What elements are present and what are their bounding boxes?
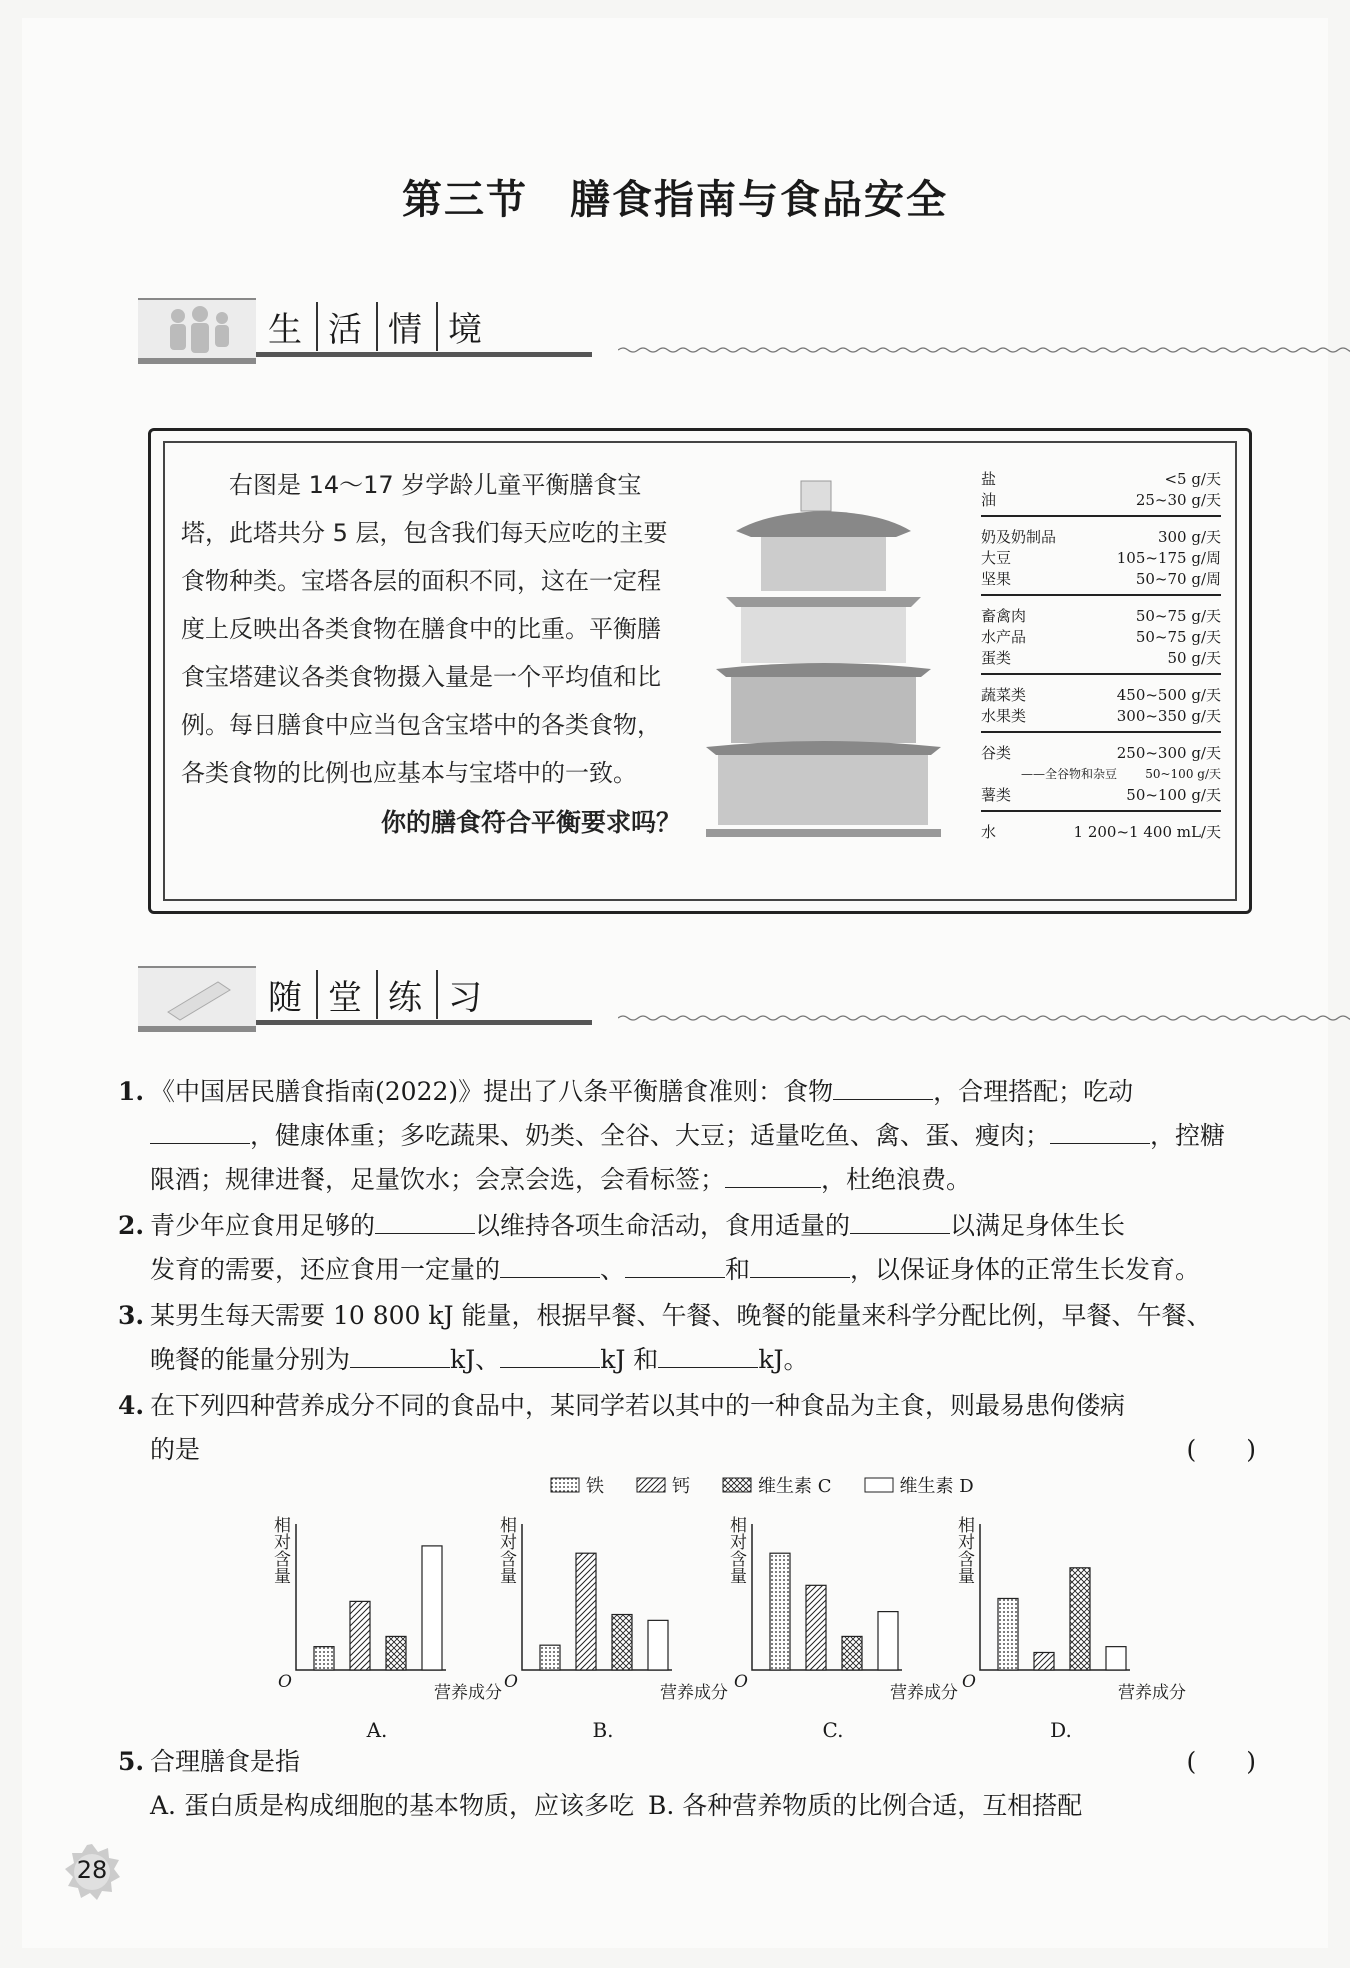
answer-blank[interactable] bbox=[1050, 1117, 1150, 1144]
page-title: 第三节 膳食指南与食品安全 bbox=[402, 176, 948, 223]
question-text: 合理膳食是指 bbox=[150, 1747, 301, 1776]
question-text: 、 bbox=[600, 1255, 626, 1284]
pyramid-row bbox=[981, 490, 1221, 511]
chart-bar bbox=[314, 1647, 334, 1670]
chart-bar bbox=[540, 1645, 560, 1670]
people-icon bbox=[138, 298, 256, 358]
legend-label: 维生素 D bbox=[899, 1476, 974, 1497]
question-text: 和 bbox=[725, 1255, 751, 1284]
answer-parentheses[interactable]: ( ) bbox=[1186, 1435, 1256, 1464]
question-number: 5. bbox=[118, 1747, 145, 1776]
question-text: 某男生每天需要 10 800 kJ 能量，根据早餐、午餐、晚餐的能量来科学分配比例，早餐、午餐、 bbox=[150, 1301, 1212, 1330]
section-char: 堂 bbox=[318, 970, 378, 1019]
legend-item-vitamin-d bbox=[864, 1472, 974, 1498]
chart-bar bbox=[770, 1553, 790, 1670]
question-1 bbox=[118, 1070, 1260, 1202]
pyramid-row bbox=[981, 785, 1221, 806]
question-text: 限酒；规律进餐，足量饮水；会烹会选，会看标签； bbox=[150, 1165, 726, 1194]
chart-legend bbox=[550, 1472, 974, 1498]
question-text: 《中国居民膳食指南(2022)》提出了八条平衡膳食准则：食物 bbox=[150, 1077, 834, 1106]
question-5 bbox=[118, 1740, 1260, 1828]
question-number: 1. bbox=[118, 1077, 145, 1106]
answer-blank[interactable] bbox=[658, 1341, 758, 1368]
chart-origin: O bbox=[278, 1672, 292, 1692]
legend-label: 钙 bbox=[672, 1476, 690, 1497]
chart-origin: O bbox=[734, 1672, 748, 1692]
question-text: 青少年应食用足够的 bbox=[150, 1211, 376, 1240]
pyramid-row bbox=[981, 685, 1221, 706]
question-text: ，以保证身体的正常生长发育。 bbox=[850, 1255, 1201, 1284]
food-name: 油 bbox=[981, 491, 997, 509]
legend-item-iron bbox=[550, 1472, 604, 1498]
question-text: ，杜绝浪费。 bbox=[821, 1165, 972, 1194]
food-pyramid-image bbox=[706, 471, 941, 841]
question-text: 以维持各项生命活动，食用适量的 bbox=[475, 1211, 851, 1240]
pyramid-row bbox=[981, 627, 1221, 648]
chart-origin: O bbox=[504, 1672, 518, 1692]
chart-bar bbox=[422, 1546, 442, 1670]
food-amount: 105~175 g/周 bbox=[1116, 549, 1221, 567]
question-3 bbox=[118, 1294, 1260, 1382]
pyramid-amount-table bbox=[981, 467, 1221, 855]
pyramid-group bbox=[981, 741, 1221, 812]
chart-a bbox=[262, 1510, 502, 1742]
food-name: 谷类 bbox=[981, 744, 1012, 762]
chart-x-label: 营养成分 bbox=[1118, 1683, 1186, 1703]
chart-bar bbox=[1106, 1647, 1126, 1670]
food-amount: <5 g/天 bbox=[1164, 470, 1221, 488]
food-name: 水产品 bbox=[981, 628, 1027, 646]
pyramid-row bbox=[981, 569, 1221, 590]
chart-y-label: 相对含量 bbox=[954, 1516, 974, 1584]
food-amount: 50~70 g/周 bbox=[1135, 570, 1221, 588]
pyramid-group bbox=[981, 525, 1221, 596]
section-title bbox=[258, 302, 496, 351]
chart-c bbox=[718, 1510, 958, 1742]
chart-bar bbox=[842, 1636, 862, 1670]
scenario-box bbox=[148, 428, 1252, 914]
pyramid-group bbox=[981, 683, 1221, 733]
legend-item-vitamin-c bbox=[722, 1472, 832, 1498]
chart-x-label: 营养成分 bbox=[890, 1683, 958, 1703]
answer-blank[interactable] bbox=[150, 1117, 250, 1144]
chart-y-label: 相对含量 bbox=[270, 1516, 290, 1584]
chart-option-label[interactable]: C. bbox=[822, 1718, 844, 1742]
chart-bar bbox=[386, 1636, 406, 1670]
answer-blank[interactable] bbox=[850, 1207, 950, 1234]
chart-origin: O bbox=[962, 1672, 976, 1692]
chart-bar bbox=[806, 1585, 826, 1670]
food-amount: 50~75 g/天 bbox=[1135, 628, 1221, 646]
section-char: 练 bbox=[378, 970, 438, 1019]
question-text: ，控糖 bbox=[1150, 1121, 1226, 1150]
section-header-practice bbox=[138, 966, 1258, 1028]
food-amount: 50~100 g/天 bbox=[1145, 767, 1221, 781]
chart-y-label: 相对含量 bbox=[726, 1516, 746, 1584]
chart-option-label[interactable]: B. bbox=[592, 1718, 614, 1742]
pyramid-row bbox=[981, 743, 1221, 764]
question-number: 3. bbox=[118, 1301, 145, 1330]
food-name: 坚果 bbox=[981, 570, 1012, 588]
pyramid-group bbox=[981, 820, 1221, 847]
chart-x-label: 营养成分 bbox=[434, 1683, 502, 1703]
legend-label: 维生素 C bbox=[758, 1476, 832, 1497]
pyramid-row bbox=[981, 469, 1221, 490]
pyramid-row bbox=[981, 527, 1221, 548]
food-name: 畜禽肉 bbox=[981, 607, 1027, 625]
food-name: 水果类 bbox=[981, 707, 1027, 725]
section-underline bbox=[256, 352, 592, 357]
food-name: 薯类 bbox=[981, 786, 1012, 804]
chart-b bbox=[488, 1510, 728, 1742]
chart-y-label: 相对含量 bbox=[496, 1516, 516, 1584]
food-amount: 450~500 g/天 bbox=[1116, 686, 1221, 704]
wavy-divider bbox=[618, 1014, 1350, 1022]
chart-bar bbox=[878, 1612, 898, 1670]
chart-bar bbox=[612, 1615, 632, 1670]
question-number: 4. bbox=[118, 1391, 145, 1420]
food-amount: 25~30 g/天 bbox=[1135, 491, 1221, 509]
chart-option-label[interactable]: A. bbox=[366, 1718, 388, 1742]
scenario-question: 你的膳食符合平衡要求吗？ bbox=[381, 808, 682, 837]
answer-blank[interactable] bbox=[500, 1341, 600, 1368]
question-4 bbox=[118, 1384, 1260, 1472]
food-amount: 300~350 g/天 bbox=[1116, 707, 1221, 725]
pyramid-row bbox=[981, 822, 1221, 843]
answer-parentheses[interactable]: ( ) bbox=[1186, 1747, 1256, 1776]
food-amount: 250~300 g/天 bbox=[1116, 744, 1221, 762]
food-name: 大豆 bbox=[981, 549, 1012, 567]
pyramid-group bbox=[981, 604, 1221, 675]
question-text: ，健康体重；多吃蔬果、奶类、全谷、大豆；适量吃鱼、禽、蛋、瘦肉； bbox=[250, 1121, 1051, 1150]
chart-bar bbox=[350, 1601, 370, 1670]
answer-blank[interactable] bbox=[725, 1161, 821, 1188]
pyramid-row bbox=[981, 764, 1221, 785]
page-number: 28 bbox=[76, 1856, 108, 1884]
pencil-icon bbox=[138, 966, 256, 1026]
section-char: 境 bbox=[448, 310, 486, 350]
section-header-life bbox=[138, 298, 1258, 360]
page-number-badge bbox=[62, 1842, 122, 1902]
question-text: 发育的需要，还应食用一定量的 bbox=[150, 1255, 501, 1284]
question-text: ，合理搭配；吃动 bbox=[933, 1077, 1134, 1106]
chart-bar bbox=[576, 1553, 596, 1670]
chart-d bbox=[946, 1510, 1186, 1742]
answer-blank[interactable] bbox=[833, 1073, 933, 1100]
food-name: 水 bbox=[981, 823, 997, 841]
section-char: 生 bbox=[258, 302, 318, 351]
section-char: 情 bbox=[378, 302, 438, 351]
question-text: 在下列四种营养成分不同的食品中，某同学若以其中的一种食品为主食，则最易患佝偻病 bbox=[150, 1391, 1126, 1420]
food-name: 盐 bbox=[981, 470, 997, 488]
answer-blank[interactable] bbox=[375, 1207, 475, 1234]
pyramid-group bbox=[981, 467, 1221, 517]
question-2 bbox=[118, 1204, 1260, 1292]
chart-bar bbox=[648, 1620, 668, 1670]
section-char: 活 bbox=[318, 302, 378, 351]
legend-item-calcium bbox=[636, 1472, 690, 1498]
food-amount: 50~75 g/天 bbox=[1135, 607, 1221, 625]
question-text: kJ、 bbox=[450, 1345, 501, 1374]
pyramid-row bbox=[981, 606, 1221, 627]
section-title bbox=[258, 970, 496, 1019]
answer-blank[interactable] bbox=[350, 1341, 450, 1368]
scenario-paragraph: 右图是 14～17 岁学龄儿童平衡膳食宝塔，此塔共分 5 层，包含我们每天应吃的主要食物种类。宝塔各层的面积不同，这在一定程度上反映出各类食物在膳食中的比重。平衡膳食宝塔建议各类食物摄入量是一个平均值和比例。每日膳食中应当包含宝塔中的各类食物，各类食物的比例也应基本与宝塔中的一致。 bbox=[181, 471, 668, 787]
wavy-divider bbox=[618, 346, 1350, 354]
scenario-text bbox=[181, 461, 682, 837]
chart-bar bbox=[998, 1598, 1018, 1670]
chart-bar bbox=[1070, 1568, 1090, 1670]
food-name: 蛋类 bbox=[981, 649, 1012, 667]
chart-bar bbox=[1034, 1652, 1054, 1670]
section-char: 随 bbox=[258, 970, 318, 1019]
food-name: 奶及奶制品 bbox=[981, 528, 1057, 546]
chart-option-label[interactable]: D. bbox=[1050, 1718, 1072, 1742]
option-a[interactable]: A. 蛋白质是构成细胞的基本物质，应该多吃 bbox=[150, 1791, 634, 1820]
option-b[interactable]: B. 各种营养物质的比例合适，互相搭配 bbox=[647, 1791, 1083, 1820]
answer-blank[interactable] bbox=[750, 1251, 850, 1278]
food-name: 蔬菜类 bbox=[981, 686, 1027, 704]
section-char: 习 bbox=[448, 978, 486, 1018]
question-text: 的是 bbox=[150, 1435, 201, 1464]
food-amount: 300 g/天 bbox=[1157, 528, 1221, 546]
question-text: kJ。 bbox=[758, 1345, 809, 1374]
question-number: 2. bbox=[118, 1211, 145, 1240]
pyramid-row bbox=[981, 648, 1221, 669]
legend-label: 铁 bbox=[586, 1476, 604, 1497]
answer-blank[interactable] bbox=[500, 1251, 600, 1278]
section-underline bbox=[256, 1020, 592, 1025]
answer-blank[interactable] bbox=[625, 1251, 725, 1278]
question-text: 晚餐的能量分别为 bbox=[150, 1345, 351, 1374]
food-name: ——全谷物和杂豆 bbox=[1021, 767, 1118, 781]
chart-x-label: 营养成分 bbox=[660, 1683, 728, 1703]
question-text: kJ 和 bbox=[600, 1345, 659, 1374]
pyramid-row bbox=[981, 706, 1221, 727]
food-amount: 50 g/天 bbox=[1167, 649, 1221, 667]
question-text: 以满足身体生长 bbox=[950, 1211, 1126, 1240]
food-amount: 1 200~1 400 mL/天 bbox=[1073, 823, 1221, 841]
food-amount: 50~100 g/天 bbox=[1126, 786, 1221, 804]
pyramid-row bbox=[981, 548, 1221, 569]
